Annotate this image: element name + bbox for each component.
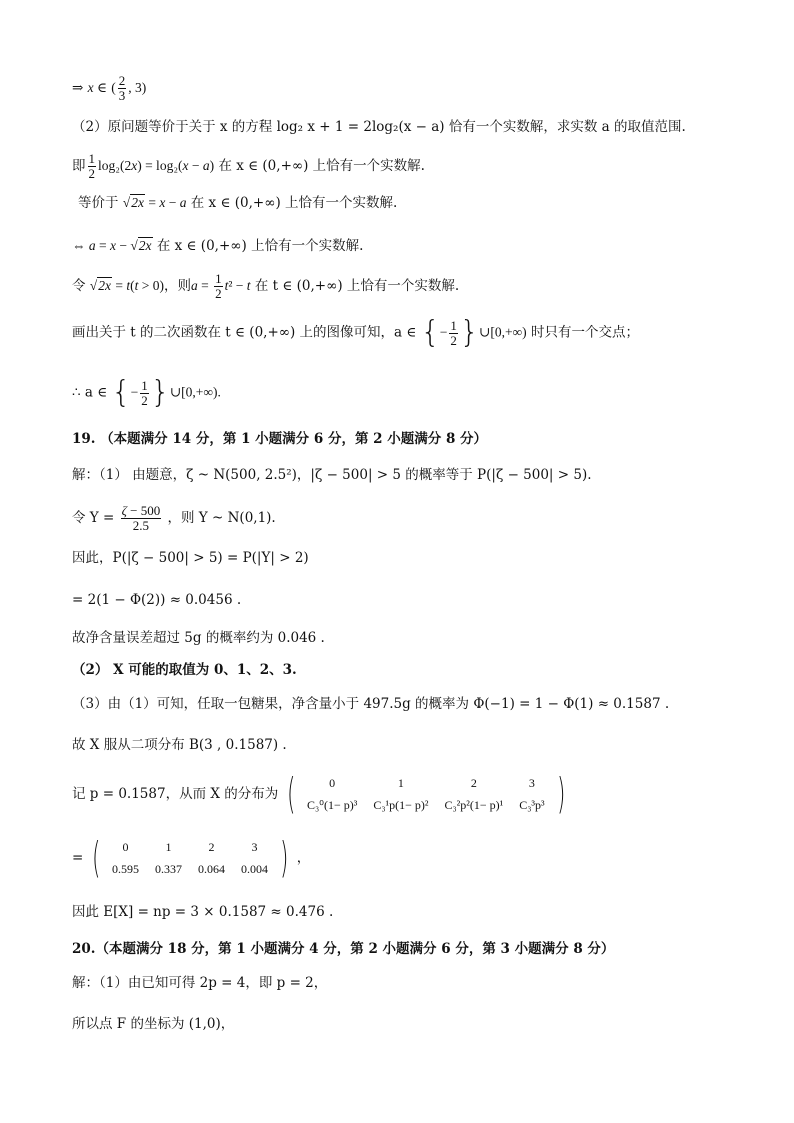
q19-line-6: （2） X 可能的取值为 0、1、2、3.: [72, 662, 297, 678]
q19-line-7: （3）由（1）可知，任取一包糖果，净含量小于 497.5g 的概率为 Φ(−1) = 1 − Φ(1) ≈ 0.1587 .: [72, 696, 670, 712]
q19-heading: 19. （本题满分 14 分，第 1 小题满分 6 分，第 2 小题满分 8 分）: [72, 431, 488, 447]
line-equivalent-2: 等价于 √2x = x − a 在 x ∈ (0,+∞) 上恰有一个实数解.: [78, 195, 398, 211]
q20-heading: 20.（本题满分 18 分，第 1 小题满分 4 分，第 2 小题满分 6 分，第 3 小题满分 8 分）: [72, 941, 615, 957]
q20-line-1: 解：（1）由已知可得 2p = 4，即 p = 2，: [72, 975, 328, 991]
q19-line-9: 记 p = 0.1587，从而 X 的分布为 ( 0 1 2 3 C₃⁰(1− p)³ C₃¹p(1− p)² C₃²p²(1− p)¹ C₃³p³ ): [72, 772, 569, 816]
q19-line-1: 解：（1） 由题意，ζ ~ N(500, 2.5²)，|ζ − 500| > 5 的概率等于 P(|ζ − 500| > 5).: [72, 467, 592, 483]
line-part2-restatement: （2）原问题等价于关于 x 的方程 log₂ x + 1 = 2log₂(x − a) 恰有一个实数解，求实数 a 的取值范围.: [72, 119, 686, 135]
q19-line-8: 故 X 服从二项分布 B(3 , 0.1587) .: [72, 737, 287, 753]
q19-line-11: 因此 E[X] = np = 3 × 0.1587 ≈ 0.476 .: [72, 904, 334, 920]
q19-line-5: 故净含量误差超过 5g 的概率约为 0.046 .: [72, 630, 325, 646]
line-x-range: ⇒ x ∈ ( $\frac{2}{3}$ , 3): [72, 73, 147, 103]
line-graph-conclusion: 画出关于 t 的二次函数在 t ∈ (0,+∞) 上的图像可知，a ∈ {− $\frac{1}{2}$ }∪[0,+∞) 时只有一个交点；: [72, 315, 639, 350]
line-equivalent-3: ⇔ a = x − √2x 在 x ∈ (0,+∞) 上恰有一个实数解.: [72, 238, 364, 254]
q19-line-3: 因此，P(|ζ − 500| > 5) = P(|Y| > 2): [72, 550, 309, 566]
line-equivalent-1: 即 $\frac{1}{2}$ log₂(2x) = log₂(x − a) 在 x ∈ (0,+∞) 上恰有一个实数解.: [72, 151, 425, 181]
line-substitution: 令 √2x = t(t > 0)，则a = $\frac{1}{2}$ t² − t 在 t ∈ (0,+∞) 上恰有一个实数解.: [72, 271, 460, 301]
q20-line-2: 所以点 F 的坐标为 (1,0)，: [72, 1016, 235, 1032]
distribution-matrix-numeric: ( 0 1 2 3 0.595 0.337 0.064 0.004 ): [91, 833, 289, 882]
q19-line-2: 令 Y = $\frac{\zeta - 500}{2.5}$ ，则 Y ~ N(0,1).: [72, 503, 276, 533]
q19-line-10: = ( 0 1 2 3 0.595 0.337 0.064 0.004 ) ，: [72, 833, 311, 882]
q19-line-4: = 2(1 − Φ(2)) ≈ 0.0456 .: [72, 592, 242, 608]
distribution-matrix-symbolic: ( 0 1 2 3 C₃⁰(1− p)³ C₃¹p(1− p)² C₃²p²(1− p)¹ C₃³p³ ): [286, 769, 565, 818]
line-final-answer: ∴ a ∈ {− $\frac{1}{2}$ }∪[0,+∞).: [72, 375, 221, 410]
